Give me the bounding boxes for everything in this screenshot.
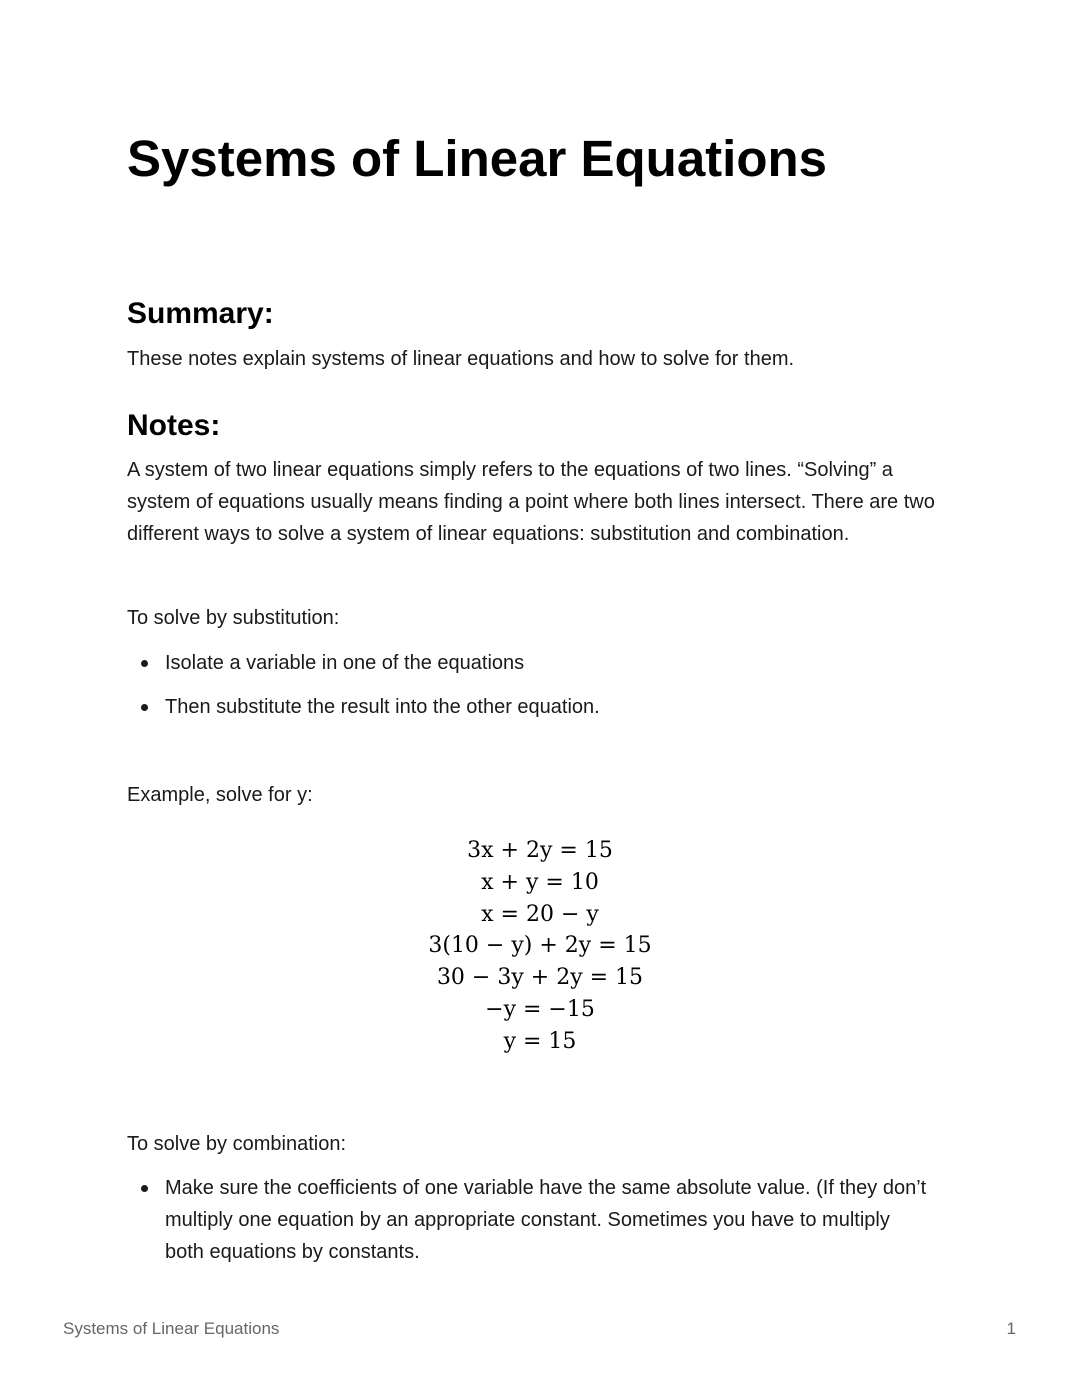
page-title: Systems of Linear Equations (127, 130, 828, 187)
list-item (127, 1172, 927, 1268)
equation-line: y = 15 (503, 1028, 577, 1054)
summary-text: These notes explain systems of linear equations and how to solve for them. (127, 348, 795, 370)
footer-title: Systems of Linear Equations (63, 1319, 280, 1338)
equation-line: x = 20 − y (481, 901, 599, 927)
list-item (127, 647, 927, 679)
list-item-text: Then substitute the result into the other equation. (165, 696, 600, 718)
bullet-icon (141, 660, 148, 667)
substitution-intro: To solve by substitution: (127, 607, 340, 629)
combination-steps-list (127, 1172, 927, 1268)
bullet-icon (141, 704, 148, 711)
equation-line: 3x + 2y = 15 (467, 838, 613, 863)
bullet-icon (141, 1185, 148, 1192)
example-label: Example, solve for y: (127, 784, 313, 806)
list-item-text: Isolate a variable in one of the equations (165, 652, 525, 674)
notes-paragraph: A system of two linear equations simply refers to the equations of two lines. “Solving” a system of equations usually means finding a point where both lines intersect. There are two different ways to solve a system of linear equations: substitution and combination. (127, 459, 935, 545)
list-item-text: Make sure the coefficients of one variable have the same absolute value. (If they don’t multiply one equation by an appropriate constant. Sometimes you have to multiply both equations by constants. (165, 1177, 927, 1263)
page-number: 1 (1006, 1319, 1016, 1338)
substitution-steps-list (127, 647, 927, 723)
equation-line: x + y = 10 (481, 869, 599, 895)
equation-line: −y = −15 (485, 996, 595, 1022)
combination-intro: To solve by combination: (127, 1133, 347, 1155)
summary-heading: Summary: (127, 297, 274, 330)
equation-line: 30 − 3y + 2y = 15 (436, 965, 644, 991)
list-item (127, 691, 927, 723)
notes-heading: Notes: (127, 409, 221, 442)
equation-line: 3(10 − y) + 2y = 15 (428, 933, 652, 959)
example-equations (300, 835, 780, 1058)
